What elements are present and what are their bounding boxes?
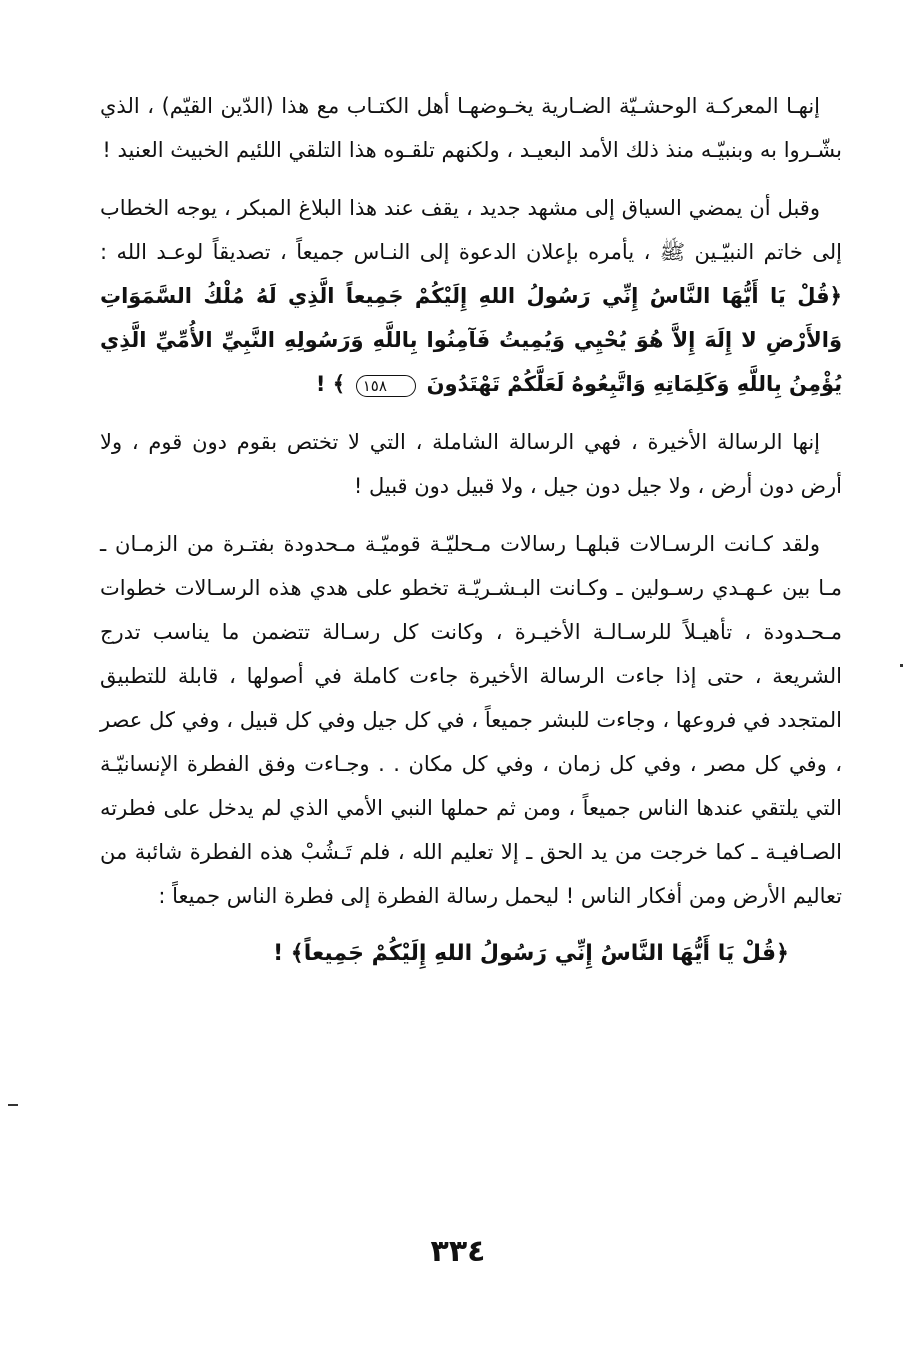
closing-verse-text: ﴿قُلْ يَا أَيُّهَا النَّاسُ إِنِّي رَسُولُ اللهِ إِلَيْكُمْ جَمِيعاً﴾ ! (273, 941, 789, 966)
paragraph-2 (100, 186, 842, 406)
paragraph-3 (100, 420, 842, 508)
quran-verse-158: ﴿قُلْ يَا أَيُّهَا النَّاسُ إِنِّي رَسُولُ اللهِ إِلَيْكُمْ جَمِيعاً الَّذِي لَهُ مُلْكُ السَّمَوَاتِ وَالأَرْضِ لا إِلَهَ إِلاَّ هُوَ يُحْيِي وَيُمِيتُ فَآمِنُوا بِاللَّهِ وَرَسُولِهِ النَّبِيِّ الأُمِّيِّ الَّذِي يُؤْمِنُ بِاللَّهِ وَكَلِمَاتِهِ وَاتَّبِعُوهُ لَعَلَّكُمْ تَهْتَدُونَ (100, 284, 842, 396)
scan-speck (900, 664, 903, 667)
ayah-number-badge: ١٥٨ (356, 375, 416, 397)
page-number: ٣٣٤ (430, 1234, 486, 1269)
paragraph-3-text: إنها الرسالة الأخيرة ، فهي الرسالة الشاملة ، التي لا تختص بقوم دون قوم ، ولا أرض دون أرض ، ولا جيل دون جيل ، ولا قبيل دون قبيل ! (100, 430, 842, 498)
paragraph-4 (100, 522, 842, 918)
paragraph-1-text: إنهـا المعركـة الوحشـيّة الضـارية يخـوضهـا أهل الكتـاب مع هذا (الدّين القيّم) ، الذي بشّـروا به وبنبيّـه منذ ذلك الأمد البعيـد ، ولكنهم تلقـوه هذا التلقي اللئيم الخبيث العنيد ! (100, 94, 842, 162)
paragraph-2-intro: وقبل أن يمضي السياق إلى مشهد جديد ، يقف عند هذا البلاغ المبكر ، يوجه الخطاب إلى خاتم النبيّـين ﷺ ، يأمره بإعلان الدعوة إلى النـاس جميعاً ، تصديقاً لوعـد الله : (100, 196, 842, 264)
paragraph-1 (100, 84, 842, 172)
scan-speck (8, 1104, 18, 1106)
closing-verse (100, 932, 842, 976)
quran-verse-end: ﴾ ! (315, 372, 346, 396)
paragraph-4-text: ولقد كـانت الرسـالات قبلهـا رسالات مـحليّـة قوميّـة مـحدودة بفتـرة من الزمـان ـ مـا بين عـهـدي رسـولين ـ وكـانت البـشـريّـة تخطو على هدي هذه الرسـالات خطوات مـحـدودة ، تأهيـلاً للرسـالـة الأخيـرة ، وكانت كل رسـالة تتضمن ما يناسب تدرج الشريعة ، حتى إذا جاءت الرسالة الأخيرة جاءت كاملة في أصولها ، قابلة للتطبيق المتجدد في فروعها ، وجاءت للبشر جميعاً ، في كل جيل وفي كل قبيل ، وفي كل عصر ، وفي كل مصر ، وفي كل زمان ، وفي كل مكان . . وجـاءت وفق الفطرة الإنسانيّـة التي يلتقي عندها الناس جميعاً ، ومن ثم حملها النبي الأمي الذي لم يدخل على فطرته الصـافيـة ـ كما خرجت من يد الحق ـ إلا تعليم الله ، فلم تَـشُبْ هذه الفطرة شائبة من تعاليم الأرض ومن أفكار الناس ! ليحمل رسالة الفطرة إلى فطرة الناس جميعاً : (100, 532, 842, 908)
page-body (100, 84, 842, 990)
